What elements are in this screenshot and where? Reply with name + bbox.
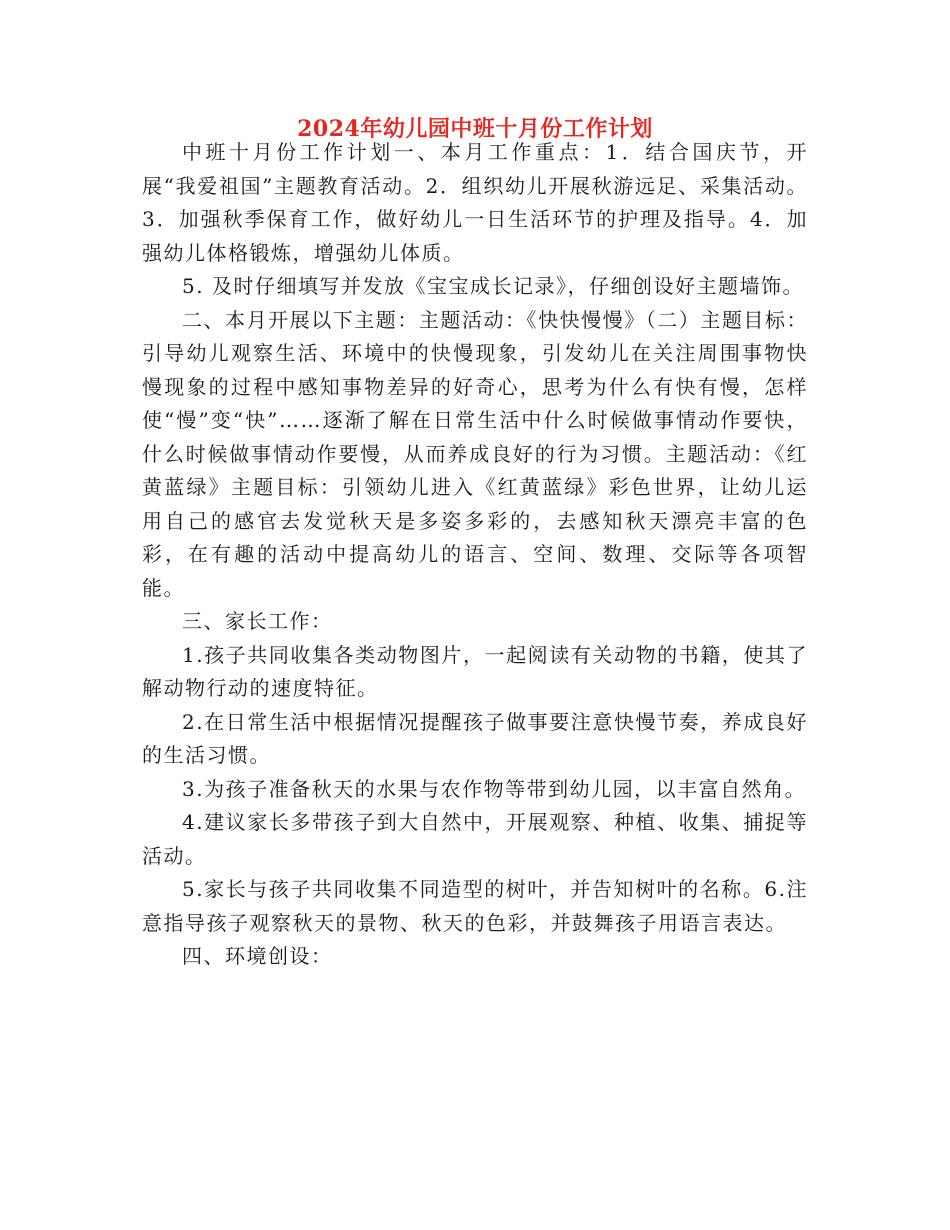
- paragraph-environment-heading: 四、环境创设：: [182, 944, 333, 968]
- paragraph-parent-work-heading: 三、家长工作：: [182, 609, 333, 633]
- document-body: [142, 136, 808, 974]
- paragraph-growth-record: 5. 及时仔细填写并发放《宝宝成长记录》，仔细创设好主题墙饰。: [182, 274, 804, 298]
- paragraph-parent-item-4: 4.建议家长多带孩子到大自然中，开展观察、种植、收集、捕捉等活动。: [142, 810, 808, 868]
- paragraph-parent-item-2: 2.在日常生活中根据情况提醒孩子做事要注意快慢节奏，养成良好的生活习惯。: [142, 709, 808, 767]
- paragraph-parent-item-1: 1.孩子共同收集各类动物图片，一起阅读有关动物的书籍，使其了解动物行动的速度特征。: [142, 642, 808, 700]
- paragraph-monthly-focus: 中班十月份工作计划一、本月工作重点：1．结合国庆节，开展“我爱祖国”主题教育活动。2．组织幼儿开展秋游远足、采集活动。3．加强秋季保育工作，做好幼儿一日生活环节的护理及指导。4．加强幼儿体格锻炼，增强幼儿体质。: [142, 140, 808, 265]
- document-title: 2024年幼儿园中班十月份工作计划: [297, 116, 653, 142]
- paragraph-themes: 二、本月开展以下主题：主题活动：《快快慢慢》（二）主题目标：引导幼儿观察生活、环境中的快慢现象，引发幼儿在关注周围事物快慢现象的过程中感知事物差异的好奇心，思考为什么有快有慢，怎样使“慢”变“快”……逐渐了解在日常生活中什么时候做事情动作要快，什么时候做事情动作要慢，从而养成良好的行为习惯。主题活动：《红黄蓝绿》主题目标：引领幼儿进入《红黄蓝绿》彩色世界，让幼儿运用自己的感官去发觉秋天是多姿多彩的，去感知秋天漂亮丰富的色彩，在有趣的活动中提高幼儿的语言、空间、数理、交际等各项智能。: [142, 307, 808, 600]
- paragraph-parent-item-5-6: 5.家长与孩子共同收集不同造型的树叶，并告知树叶的名称。6.注意指导孩子观察秋天的景物、秋天的色彩，并鼓舞孩子用语言表达。: [142, 877, 808, 935]
- paragraph-parent-item-3: 3.为孩子准备秋天的水果与农作物等带到幼儿园，以丰富自然角。: [182, 776, 807, 801]
